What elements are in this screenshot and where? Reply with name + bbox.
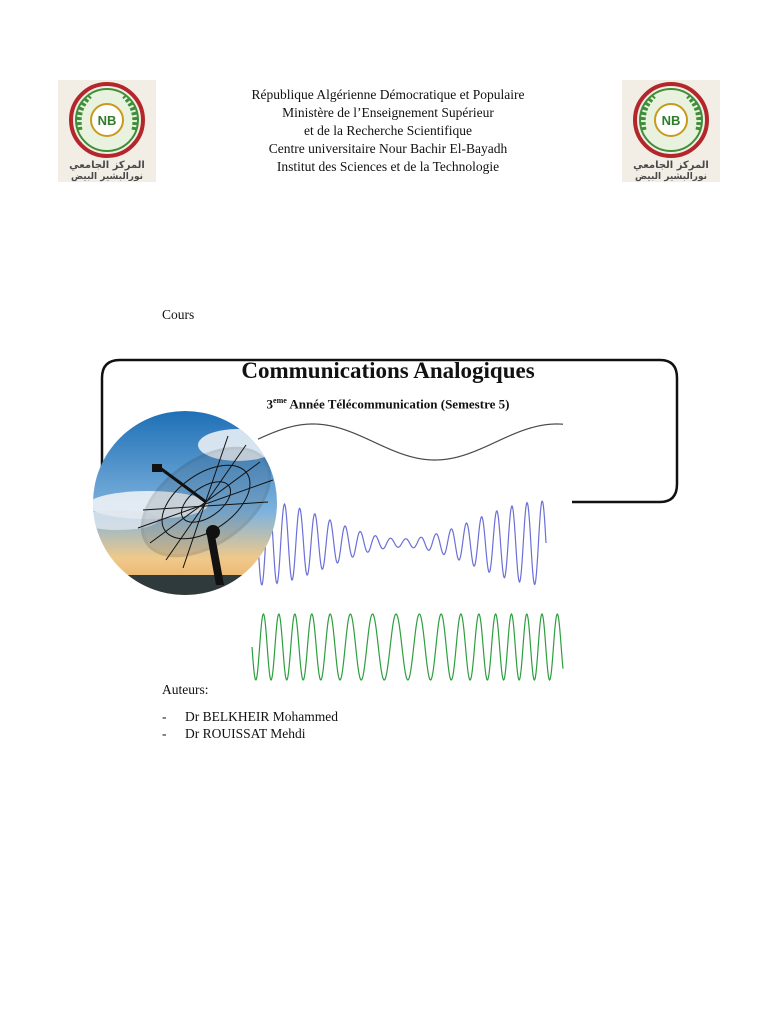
- document-type-label: Cours: [162, 307, 195, 322]
- author-item: - Dr BELKHEIR Mohammed: [162, 709, 338, 724]
- header-line-institute: Institut des Sciences et de la Technologie: [276, 159, 500, 174]
- svg-text:NB: NB: [661, 113, 681, 128]
- header-line-research: et de la Recherche Scientifique: [304, 123, 472, 138]
- satellite-dish-photo: [88, 410, 282, 596]
- svg-text:المركز الجامعي: المركز الجامعي: [69, 160, 145, 171]
- svg-text:NB: NB: [97, 113, 117, 128]
- header-line-republic: République Algérienne Démocratique et Populaire: [251, 87, 525, 102]
- svg-text:المركز الجامعي: المركز الجامعي: [633, 160, 709, 171]
- svg-text:نورالبشير البيض: نورالبشير البيض: [71, 172, 143, 182]
- course-title: Communications Analogiques: [241, 358, 535, 383]
- am-modulated-wave: [258, 501, 546, 585]
- author-item: - Dr ROUISSAT Mehdi: [162, 726, 306, 741]
- fm-modulated-wave: [252, 614, 563, 680]
- carrier-sine-wave: [258, 424, 563, 460]
- svg-text:نورالبشير البيض: نورالبشير البيض: [635, 172, 707, 182]
- header-line-university: Centre universitaire Nour Bachir El-Bayadh: [268, 141, 508, 156]
- header-line-ministry: Ministère de l’Enseignement Supérieur: [282, 105, 494, 120]
- authors-label: Auteurs:: [162, 682, 209, 697]
- course-subtitle: 3eme Année Télécommunication (Semestre 5): [266, 396, 510, 412]
